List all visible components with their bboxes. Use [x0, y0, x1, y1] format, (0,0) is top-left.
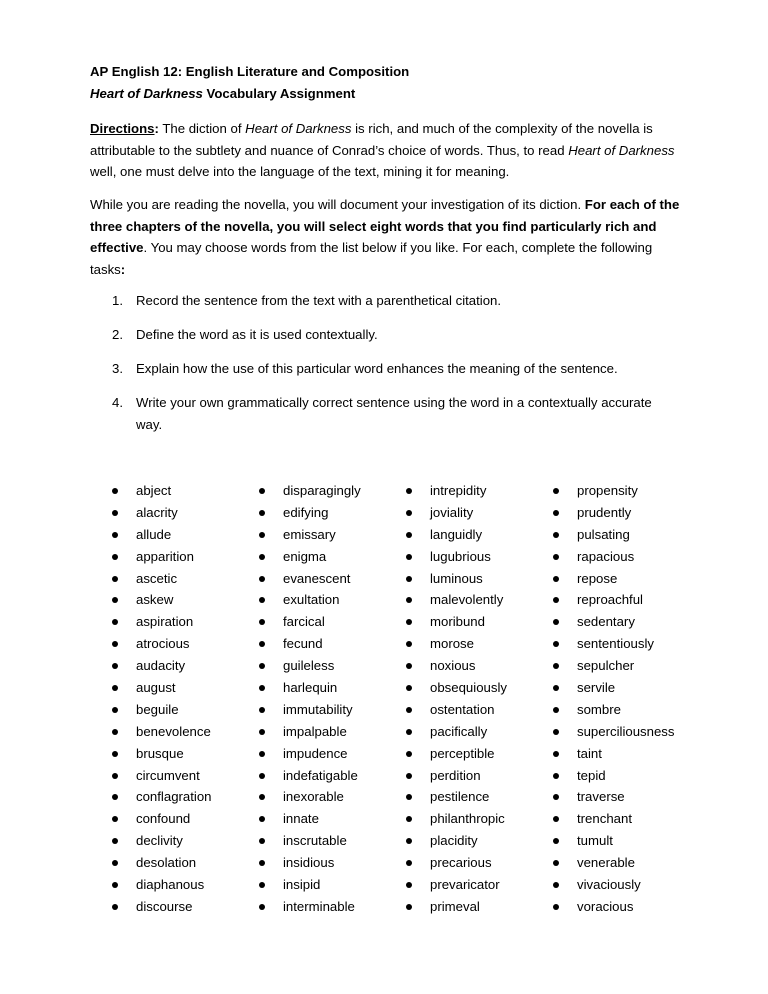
vocab-list-item: [257, 830, 361, 852]
instructions-text-1: While you are reading the novella, you will document your investigation of its diction.: [90, 197, 585, 212]
vocab-list-item: [110, 721, 212, 743]
task-number: 3.: [112, 361, 123, 376]
directions-text-3: well, one must delve into the language of the text, mining it for meaning.: [90, 164, 510, 180]
word-column-1: [110, 480, 212, 918]
bullet-icon: [406, 882, 412, 888]
bullet-icon: [406, 619, 412, 625]
bullet-icon: [406, 597, 412, 603]
vocab-list-item: [404, 589, 507, 611]
vocab-list-item: [110, 852, 212, 874]
vocab-word: luminous: [430, 570, 483, 586]
vocab-word: audacity: [136, 658, 186, 674]
vocab-word: benevolence: [136, 723, 211, 739]
vocab-word: tumult: [577, 833, 613, 849]
vocab-word: primeval: [430, 898, 480, 914]
bullet-icon: [553, 510, 559, 516]
vocab-list-item: [257, 721, 361, 743]
vocab-list-item: [110, 655, 212, 677]
vocab-list-item: [110, 480, 212, 502]
task-number: 1.: [112, 293, 123, 308]
vocab-list-item: [404, 524, 507, 546]
bullet-icon: [406, 729, 412, 735]
vocab-list-item: [257, 655, 361, 677]
bullet-icon: [553, 641, 559, 647]
vocab-list-item: [257, 589, 361, 611]
bullet-icon: [259, 882, 265, 888]
bullet-icon: [553, 488, 559, 494]
bullet-icon: [406, 576, 412, 582]
vocab-word: impalpable: [283, 723, 347, 739]
vocab-list-item: [404, 480, 507, 502]
bullet-icon: [112, 597, 118, 603]
vocab-word: lugubrious: [430, 548, 491, 564]
vocab-list-item: [404, 765, 507, 787]
bullet-icon: [553, 729, 559, 735]
vocab-list-item: [551, 502, 675, 524]
vocab-word: abject: [136, 483, 172, 498]
bullet-icon: [259, 510, 265, 516]
vocab-word: ostentation: [430, 701, 495, 717]
vocab-list-item: [110, 568, 212, 590]
bullet-icon: [112, 685, 118, 691]
bullet-icon: [553, 685, 559, 691]
vocab-word: inscrutable: [283, 833, 347, 849]
bullet-icon: [259, 597, 265, 603]
bullet-icon: [112, 532, 118, 538]
vocab-word: sombre: [577, 701, 621, 717]
course-title: AP English 12: English Literature and Composition: [90, 64, 410, 79]
bullet-icon: [553, 707, 559, 713]
vocab-list-item: [110, 677, 212, 699]
vocab-list-item: [257, 896, 361, 918]
vocab-list-item: [257, 611, 361, 633]
vocab-list-item: [404, 852, 507, 874]
vocab-word: askew: [136, 592, 174, 608]
vocab-list-item: [404, 743, 507, 765]
vocab-word: apparition: [136, 548, 194, 564]
instructions-text-2: . You may choose words from the list below if you like. For each, complete the following tasks: [90, 240, 653, 277]
vocab-word: immutability: [283, 701, 353, 717]
bullet-icon: [112, 794, 118, 800]
vocab-word: trenchant: [577, 811, 632, 827]
directions-paragraph: [90, 118, 688, 183]
bullet-icon: [259, 751, 265, 757]
vocab-list-item: [404, 786, 507, 808]
vocab-word: august: [136, 680, 176, 696]
vocab-word: obsequiously: [430, 680, 507, 696]
vocab-list-item: [257, 633, 361, 655]
vocab-word: perceptible: [430, 745, 495, 761]
vocab-list-item: [110, 524, 212, 546]
vocab-list-item: [257, 765, 361, 787]
vocab-list-item: [110, 502, 212, 524]
vocab-list-item: [551, 611, 675, 633]
bullet-icon: [553, 773, 559, 779]
bullet-icon: [259, 641, 265, 647]
vocab-word: tepid: [577, 767, 606, 783]
vocab-list-item: [257, 677, 361, 699]
vocab-list-item: [551, 874, 675, 896]
bullet-icon: [406, 554, 412, 560]
book-title: Heart of Darkness: [90, 86, 203, 101]
instructions-colon: :: [120, 261, 126, 277]
bullet-icon: [406, 794, 412, 800]
vocab-word: pestilence: [430, 789, 490, 805]
directions-book-title-2: Heart of Darkness: [568, 142, 675, 158]
vocab-word: ascetic: [136, 570, 178, 586]
bullet-icon: [112, 751, 118, 757]
bullet-icon: [112, 860, 118, 866]
vocab-list-item: [551, 589, 675, 611]
bullet-icon: [553, 554, 559, 560]
vocab-word: taint: [577, 745, 602, 761]
bullet-icon: [112, 882, 118, 888]
vocab-word: conflagration: [136, 789, 212, 805]
vocab-list-item: [404, 611, 507, 633]
assignment-title: [90, 86, 355, 101]
bullet-icon: [406, 532, 412, 538]
task-item: [112, 290, 672, 312]
task-number: 2.: [112, 327, 123, 342]
bullet-icon: [112, 641, 118, 647]
vocab-list-item: [551, 896, 675, 918]
bullet-icon: [406, 816, 412, 822]
bullet-icon: [406, 510, 412, 516]
vocab-word: circumvent: [136, 767, 200, 783]
bullet-icon: [259, 685, 265, 691]
vocab-word: servile: [577, 680, 616, 696]
vocab-word: emissary: [283, 526, 336, 542]
vocab-word: reproachful: [577, 592, 643, 608]
vocab-list-item: [257, 480, 361, 502]
vocab-word: fecund: [283, 636, 323, 652]
task-number: 4.: [112, 395, 123, 410]
bullet-icon: [112, 816, 118, 822]
vocab-list-item: [404, 677, 507, 699]
vocab-list-item: [551, 699, 675, 721]
bullet-icon: [112, 838, 118, 844]
vocab-list-item: [551, 568, 675, 590]
vocab-word: evanescent: [283, 570, 351, 586]
vocab-word: placidity: [430, 833, 478, 849]
vocab-word: discourse: [136, 898, 193, 914]
vocab-word: precarious: [430, 855, 492, 871]
bullet-icon: [406, 641, 412, 647]
vocab-list-item: [257, 743, 361, 765]
vocab-list-item: [551, 480, 675, 502]
vocab-list-item: [404, 568, 507, 590]
vocab-word: noxious: [430, 658, 476, 674]
vocab-word: allude: [136, 526, 172, 542]
vocab-word: vivaciously: [577, 877, 641, 893]
directions-colon: :: [154, 121, 159, 136]
vocab-list-item: [257, 699, 361, 721]
bullet-icon: [259, 904, 265, 910]
bullet-icon: [553, 532, 559, 538]
vocab-list-item: [551, 808, 675, 830]
bullet-icon: [259, 794, 265, 800]
vocab-word: indefatigable: [283, 767, 358, 783]
bullet-icon: [406, 663, 412, 669]
vocab-word: voracious: [577, 898, 634, 914]
vocab-word: brusque: [136, 745, 184, 761]
vocab-list-item: [551, 765, 675, 787]
vocab-word: exultation: [283, 592, 340, 608]
bullet-icon: [406, 685, 412, 691]
vocab-list-item: [257, 502, 361, 524]
vocab-list-item: [257, 852, 361, 874]
vocab-word: philanthropic: [430, 811, 505, 827]
directions-text-2: is rich, and much of the complexity of the novella is attributable to the subtlety and nuance of Conrad’s choice of words. Thus, to read: [90, 121, 653, 158]
bullet-icon: [112, 488, 118, 494]
bullet-icon: [406, 904, 412, 910]
vocab-list-item: [551, 546, 675, 568]
bullet-icon: [259, 707, 265, 713]
bullet-icon: [259, 729, 265, 735]
vocab-list-item: [257, 524, 361, 546]
vocab-word: morose: [430, 636, 474, 652]
vocab-list-item: [404, 699, 507, 721]
bullet-icon: [112, 904, 118, 910]
vocab-word: beguile: [136, 701, 179, 717]
bullet-icon: [112, 707, 118, 713]
bullet-icon: [406, 773, 412, 779]
vocab-list-item: [257, 546, 361, 568]
task-item: [112, 392, 672, 435]
task-text: Define the word as it is used contextually.: [136, 327, 378, 342]
vocab-word: rapacious: [577, 548, 635, 564]
vocab-list-item: [404, 633, 507, 655]
bullet-icon: [553, 751, 559, 757]
bullet-icon: [259, 619, 265, 625]
vocab-list-item: [551, 655, 675, 677]
vocab-word: repose: [577, 570, 618, 586]
vocab-list-item: [404, 502, 507, 524]
task-item: [112, 358, 672, 380]
vocab-list-item: [110, 765, 212, 787]
vocab-list-item: [404, 808, 507, 830]
instructions-paragraph: [90, 194, 688, 280]
vocab-list-item: [551, 524, 675, 546]
vocab-word: enigma: [283, 548, 327, 564]
vocab-word: insidious: [283, 855, 335, 871]
vocab-list-item: [110, 896, 212, 918]
vocab-list-item: [551, 721, 675, 743]
bullet-icon: [259, 663, 265, 669]
vocab-word: superciliousness: [577, 723, 675, 739]
vocab-word: insipid: [283, 877, 321, 893]
vocab-list-item: [551, 830, 675, 852]
directions-label: Directions: [90, 121, 155, 136]
bullet-icon: [553, 619, 559, 625]
vocab-word: sepulcher: [577, 658, 635, 674]
assignment-title-rest: Vocabulary Assignment: [202, 86, 356, 101]
vocab-list-item: [257, 874, 361, 896]
bullet-icon: [112, 554, 118, 560]
vocab-word: sedentary: [577, 614, 635, 630]
vocab-word: joviality: [430, 504, 474, 520]
vocab-list-item: [551, 852, 675, 874]
directions-book-title-1: Heart of Darkness: [245, 121, 352, 136]
vocab-list-item: [551, 633, 675, 655]
bullet-icon: [553, 838, 559, 844]
bullet-icon: [406, 488, 412, 494]
bullet-icon: [259, 860, 265, 866]
vocab-word: interminable: [283, 898, 355, 914]
task-text: Explain how the use of this particular word enhances the meaning of the sentence.: [136, 361, 618, 376]
vocab-word: venerable: [577, 855, 635, 871]
vocab-word: prudently: [577, 504, 632, 520]
task-text: Record the sentence from the text with a parenthetical citation.: [136, 293, 502, 308]
vocab-word: atrocious: [136, 636, 190, 652]
bullet-icon: [553, 597, 559, 603]
bullet-icon: [112, 773, 118, 779]
vocab-word: harlequin: [283, 680, 338, 696]
bullet-icon: [553, 882, 559, 888]
vocab-list-item: [110, 546, 212, 568]
vocab-list-item: [404, 546, 507, 568]
bullet-icon: [112, 510, 118, 516]
vocab-word: inexorable: [283, 789, 344, 805]
word-column-2: [257, 480, 361, 918]
vocab-list-item: [257, 568, 361, 590]
vocab-list-item: [551, 743, 675, 765]
instructions-bold: For each of the three chapters of the novella, you will select eight words that you find particularly rich and effective: [90, 197, 680, 256]
vocab-list-item: [110, 830, 212, 852]
vocab-list-item: [551, 677, 675, 699]
bullet-icon: [406, 751, 412, 757]
vocab-list-item: [110, 633, 212, 655]
bullet-icon: [553, 860, 559, 866]
bullet-icon: [553, 576, 559, 582]
bullet-icon: [259, 838, 265, 844]
bullet-icon: [406, 707, 412, 713]
bullet-icon: [259, 816, 265, 822]
vocab-word: confound: [136, 811, 191, 827]
vocab-word: perdition: [430, 767, 481, 783]
vocab-list-item: [404, 874, 507, 896]
vocab-list-item: [404, 721, 507, 743]
vocab-word: moribund: [430, 614, 485, 630]
task-text: Write your own grammatically correct sentence using the word in a contextually accurate way.: [136, 395, 652, 432]
vocab-list-item: [110, 874, 212, 896]
bullet-icon: [553, 794, 559, 800]
bullet-icon: [259, 554, 265, 560]
word-column-3: [404, 480, 507, 918]
vocab-list-item: [110, 699, 212, 721]
vocab-word: innate: [283, 811, 319, 827]
vocab-list-item: [110, 743, 212, 765]
vocab-word: guileless: [283, 658, 335, 674]
vocab-word: impudence: [283, 745, 348, 761]
vocab-word: intrepidity: [430, 483, 487, 498]
vocab-word: languidly: [430, 526, 483, 542]
vocab-word: traverse: [577, 789, 625, 805]
vocab-list-item: [110, 808, 212, 830]
bullet-icon: [553, 663, 559, 669]
vocab-list-item: [110, 589, 212, 611]
bullet-icon: [259, 532, 265, 538]
vocab-list-item: [404, 830, 507, 852]
vocab-list-item: [257, 786, 361, 808]
bullet-icon: [112, 729, 118, 735]
vocab-list-item: [404, 655, 507, 677]
vocab-list-item: [110, 786, 212, 808]
vocab-word: farcical: [283, 614, 325, 630]
bullet-icon: [112, 576, 118, 582]
vocab-word: prevaricator: [430, 877, 500, 893]
bullet-icon: [553, 816, 559, 822]
bullet-icon: [259, 576, 265, 582]
bullet-icon: [553, 904, 559, 910]
vocab-word: propensity: [577, 483, 638, 498]
vocab-word: pulsating: [577, 526, 630, 542]
vocab-word: diaphanous: [136, 877, 205, 893]
vocab-word: alacrity: [136, 504, 178, 520]
vocab-word: edifying: [283, 504, 329, 520]
vocab-list-item: [404, 896, 507, 918]
vocab-word: desolation: [136, 855, 197, 871]
directions-text-1: The diction of: [158, 121, 246, 136]
task-item: [112, 324, 672, 346]
bullet-icon: [259, 488, 265, 494]
vocab-word: declivity: [136, 833, 183, 849]
vocab-list-item: [110, 611, 212, 633]
bullet-icon: [259, 773, 265, 779]
vocab-word: aspiration: [136, 614, 194, 630]
vocab-word: disparagingly: [283, 483, 361, 498]
vocab-word: pacifically: [430, 723, 488, 739]
bullet-icon: [112, 619, 118, 625]
bullet-icon: [406, 860, 412, 866]
bullet-icon: [406, 838, 412, 844]
vocab-list-item: [551, 786, 675, 808]
bullet-icon: [112, 663, 118, 669]
word-column-4: [551, 480, 675, 918]
vocab-list-item: [257, 808, 361, 830]
vocab-word: malevolently: [430, 592, 504, 608]
vocab-word: sententiously: [577, 636, 654, 652]
